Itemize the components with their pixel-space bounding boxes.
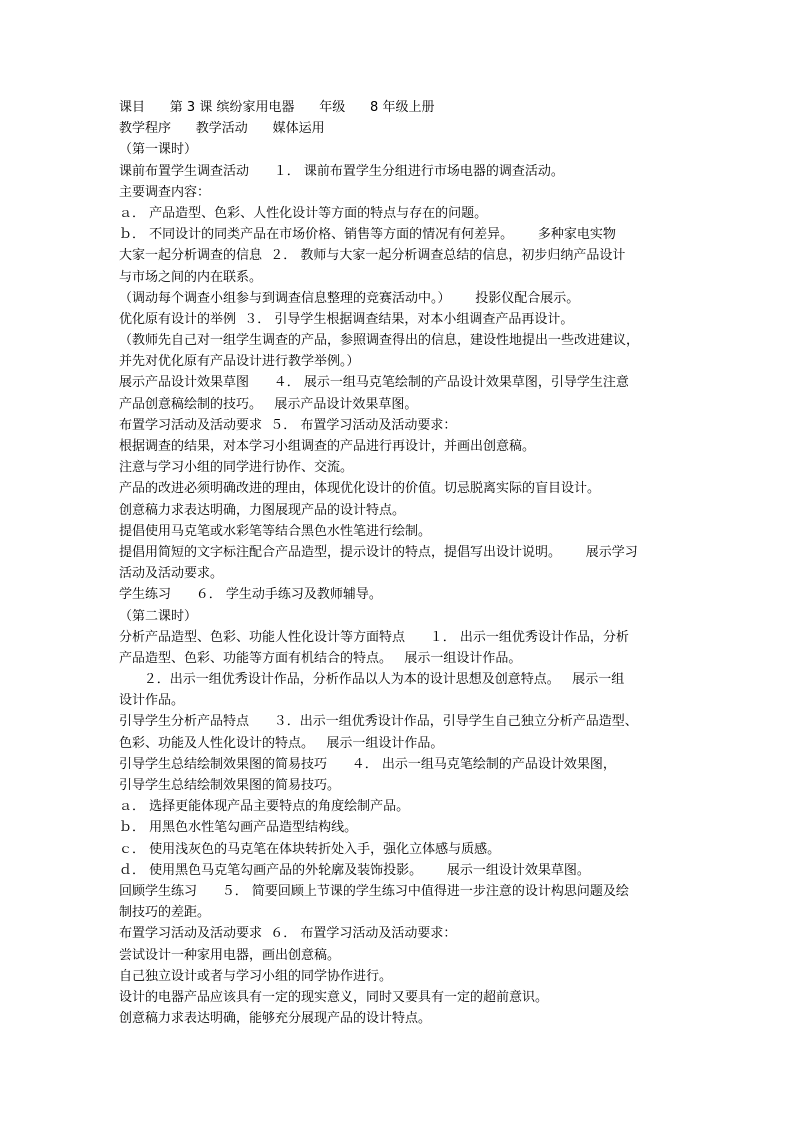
text-line: 注意与学习小组的同学进行协作、交流。 — [119, 460, 354, 476]
text-line: 尝试设计一种家用电器，画出创意稿。 — [119, 947, 341, 963]
text-line: 展示产品设计效果草图 ４． 展示一组马克笔绘制的产品设计效果草图，引导学生注意 — [119, 375, 629, 391]
text-line: ｄ． 使用黑色马克笔勾画产品的外轮廓及装饰投影。 展示一组设计效果草图。 — [119, 862, 590, 878]
text-line: ２．出示一组优秀设计作品，分析作品以人为本的设计思想及创意特点。 展示一组 — [119, 672, 625, 688]
text-line: 创意稿力求表达明确，能够充分展现产品的设计特点。 — [119, 1011, 432, 1027]
session-two-heading: （第二课时） — [119, 608, 198, 624]
text-line: 布置学习活动及活动要求 ５． 布置学习活动及活动要求： — [119, 417, 457, 433]
text-line: 引导学生总结绘制效果图的简易技巧 ４． 出示一组马克笔绘制的产品设计效果图， — [119, 756, 616, 772]
text-line: 根据调查的结果，对本学习小组调查的产品进行再设计，并画出创意稿。 — [119, 439, 536, 454]
text-line: ａ． 产品造型、色彩、人性化设计等方面的特点与存在的问题。 — [119, 205, 488, 221]
text-line: 提倡用简短的文字标注配合产品造型，提示设计的特点，提倡写出设计说明。 展示学习 — [119, 544, 638, 560]
text-line: 提倡使用马克笔或水彩笔等结合黑色水性笔进行绘制。 — [119, 523, 432, 539]
text-line: （教师先自己对一组学生调查的产品，参照调查得出的信息，建设性地提出一些改进建议， — [119, 333, 640, 349]
text-line: 并先对优化原有产品设计进行教学举例。） — [119, 354, 360, 370]
text-line: 引导学生总结绘制效果图的简易技巧。 — [119, 778, 341, 793]
text-line: 产品造型、色彩、功能等方面有机结合的特点。 展示一组设计作品。 — [119, 650, 522, 666]
text-line: ｂ． 用黑色水性笔勾画产品造型结构线。 — [119, 820, 358, 836]
column-headings: 教学程序 教学活动 媒体运用 — [119, 121, 325, 137]
lesson-header: 课目 第 3 课 缤纷家用电器 年级 8 年级上册 — [119, 100, 435, 115]
text-line: 自己独立设计或者与学习小组的同学协作进行。 — [119, 968, 393, 984]
text-line: 活动及活动要求。 — [119, 566, 224, 582]
text-line: 回顾学生练习 ５． 简要回顾上节课的学生练习中值得进一步注意的设计构思问题及绘 — [119, 883, 629, 899]
text-line: 与市场之间的内在联系。 — [119, 269, 263, 285]
text-line: （调动每个调查小组参与到调查信息整理的竞赛活动中。） 投影仪配合展示。 — [119, 290, 580, 306]
text-line: 创意稿力求表达明确，力图展现产品的设计特点。 — [119, 502, 406, 518]
text-line: 布置学习活动及活动要求 ６． 布置学习活动及活动要求： — [119, 926, 457, 942]
text-line: 产品的改进必须明确改进的理由，体现优化设计的价值。切忌脱离实际的盲目设计。 — [119, 481, 601, 497]
text-line: ａ． 选择更能体现产品主要特点的角度绘制产品。 — [119, 799, 410, 815]
text-line: 课前布置学生调查活动 １． 课前布置学生分组进行市场电器的调查活动。 — [119, 163, 564, 179]
text-line: 优化原有设计的举例 ３． 引导学生根据调查结果，对本小组调查产品再设计。 — [119, 311, 574, 327]
text-line: 分析产品造型、色彩、功能人性化设计等方面特点 １． 出示一组优秀设计作品，分析 — [119, 629, 629, 645]
text-line: 大家一起分析调查的信息 ２． 教师与大家一起分析调查总结的信息，初步归纳产品设计 — [119, 248, 626, 264]
text-line: 产品创意稿绘制的技巧。 展示产品设计效果草图。 — [119, 396, 418, 412]
text-line: 引导学生分析产品特点 ３．出示一组优秀设计作品，引导学生自己独立分析产品造型、 — [119, 714, 638, 730]
session-one-heading: （第一课时） — [119, 142, 198, 158]
text-line: 学生练习 ６． 学生动手练习及教师辅导。 — [119, 587, 382, 603]
text-line: ｂ． 不同设计的同类产品在市场价格、销售等方面的情况有何差异。 多种家电实物 — [119, 227, 616, 243]
text-line: ｃ． 使用浅灰色的马克笔在体块转折处入手，强化立体感与质感。 — [119, 841, 501, 857]
text-line: 主要调查内容： — [119, 184, 211, 200]
text-line: 色彩、功能及人性化设计的特点。 展示一组设计作品。 — [119, 735, 444, 751]
text-line: 设计作品。 — [119, 693, 185, 709]
text-line: 制技巧的差距。 — [119, 905, 211, 921]
text-line: 设计的电器产品应该具有一定的现实意义，同时又要具有一定的超前意识。 — [119, 989, 549, 1005]
document-page — [119, 97, 679, 1029]
